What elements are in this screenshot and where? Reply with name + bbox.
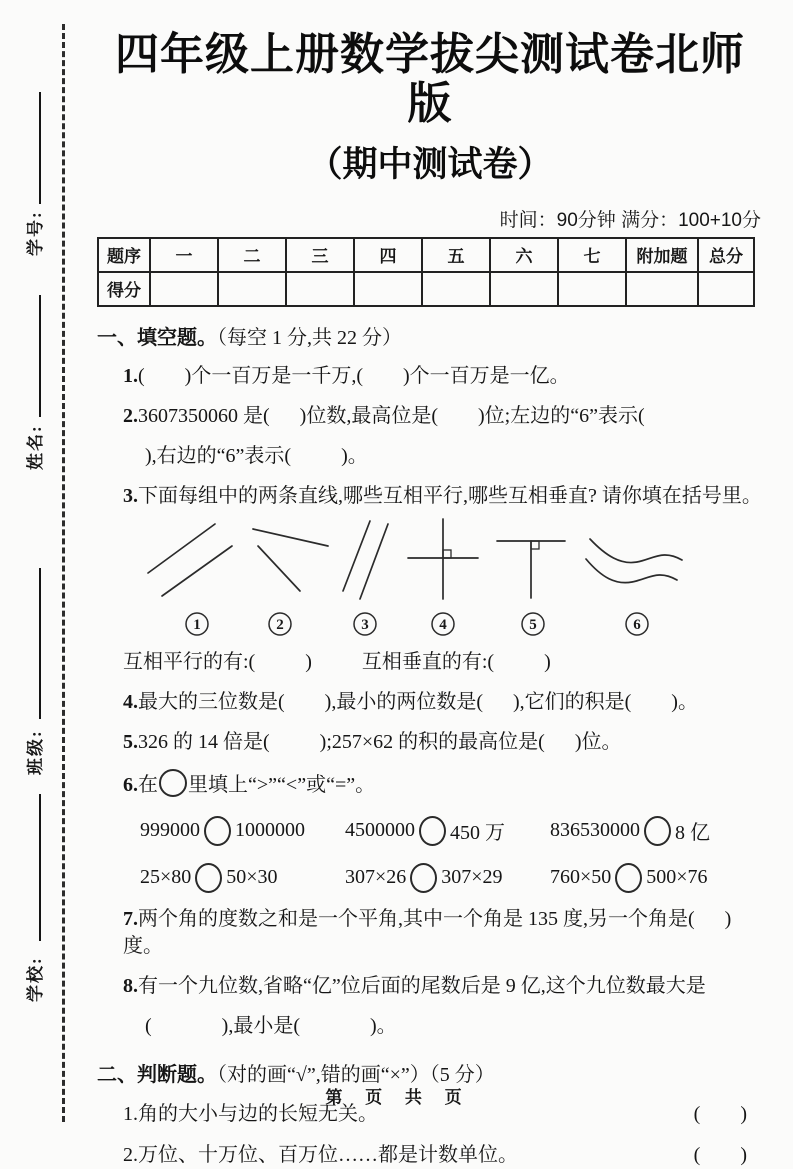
- score-cell: [218, 272, 286, 306]
- comparison-left: 836530000: [550, 819, 640, 842]
- comparison-item: [140, 863, 345, 893]
- question-text: 角的大小与边的长短无关。: [138, 1102, 378, 1125]
- comparison-item: [550, 816, 710, 846]
- write-line: [39, 92, 41, 204]
- field-label: 学号:: [26, 210, 45, 256]
- question-8: [97, 973, 763, 1000]
- score-header-cell: 五: [422, 238, 490, 272]
- question-2: [97, 403, 763, 430]
- comparison-right: 1000000: [235, 819, 305, 842]
- score-header-cell: 六: [490, 238, 558, 272]
- score-header-cell: 三: [286, 238, 354, 272]
- right-angle-mark: [443, 550, 451, 558]
- field-label: 学校:: [26, 956, 45, 1002]
- score-cell: [626, 272, 698, 306]
- score-table: [97, 237, 755, 307]
- write-line: [39, 295, 41, 417]
- question-text: 万位、十万位、百万位……都是计数单位。: [138, 1143, 518, 1166]
- compare-circle: [195, 863, 222, 893]
- question-text: 3607350060 是( )位数,最高位是( )位;左边的“6”表示(: [138, 404, 645, 427]
- question-number: 1.: [123, 364, 138, 387]
- question-text: 两个角的度数之和是一个平角,其中一个角是 135 度,另一个角是( )度。: [123, 907, 732, 957]
- question-text: 里填上“>”“<”或“=”。: [188, 773, 376, 796]
- sidebar-dashed-divider: [62, 24, 65, 1122]
- svg-text:4: 4: [439, 616, 447, 633]
- compare-circle: [419, 816, 446, 846]
- comparison-right: 500×76: [646, 866, 708, 889]
- question-2-line-2: ),右边的“6”表示( )。: [145, 444, 368, 467]
- comparison-right: 50×30: [226, 866, 278, 889]
- question-text: 最大的三位数是( ),最小的两位数是( ),它们的积是( )。: [138, 690, 698, 713]
- score-table-header-row: [98, 238, 754, 272]
- diagram-label-4: [432, 613, 454, 635]
- score-header-cell: 题序: [98, 238, 150, 272]
- question-text: 326 的 14 倍是( );257×62 的积的最高位是( )位。: [138, 730, 622, 753]
- comparison-left: 4500000: [345, 819, 415, 842]
- compare-circle: [204, 816, 231, 846]
- svg-text:3: 3: [361, 616, 369, 633]
- svg-text:6: 6: [633, 616, 641, 633]
- question-number: 3.: [123, 484, 138, 507]
- write-line: [39, 794, 41, 941]
- comparison-left: 307×26: [345, 866, 407, 889]
- judgement-text: [123, 1142, 518, 1169]
- question-number: 8.: [123, 974, 138, 997]
- comparison-item: [550, 863, 708, 893]
- diagram-label-6: [626, 613, 648, 635]
- question-text: 下面每组中的两条直线,哪些互相平行,哪些互相垂直? 请你填在括号里。: [138, 484, 762, 507]
- score-header-cell: 一: [150, 238, 218, 272]
- question-number: 2.: [123, 404, 138, 427]
- question-6: [97, 769, 763, 799]
- question-number: 6.: [123, 773, 138, 796]
- score-cell: [698, 272, 754, 306]
- page-footer: 第 页 共 页: [325, 1088, 471, 1107]
- question-text: ( )个一百万是一千万,( )个一百万是一亿。: [138, 364, 570, 387]
- comparison-right: 450 万: [450, 822, 505, 845]
- comparison-item: [345, 816, 550, 846]
- parallel-perpendicular-diagram: [140, 516, 730, 641]
- question-text: 在: [138, 773, 158, 796]
- diagram-label-3: [354, 613, 376, 635]
- judgement-item-2: [97, 1142, 763, 1169]
- compare-circle: [615, 863, 642, 893]
- line-pair-2: [253, 529, 328, 591]
- score-header-cell: 附加题: [626, 238, 698, 272]
- answer-blank: ( ): [693, 1143, 747, 1166]
- field-label: 姓名:: [26, 424, 45, 470]
- question-number: 1.: [123, 1102, 138, 1125]
- question-5: [97, 729, 763, 756]
- comparison-item: [140, 816, 345, 846]
- question-1: [97, 363, 763, 390]
- svg-text:5: 5: [529, 616, 537, 633]
- write-line: [39, 568, 41, 719]
- score-header-cell: 二: [218, 238, 286, 272]
- question-4: [97, 689, 763, 716]
- comparison-item: [345, 863, 550, 893]
- question-number: 4.: [123, 690, 138, 713]
- diagram-label-2: [269, 613, 291, 635]
- score-header-cell: 总分: [698, 238, 754, 272]
- compare-circle: [410, 863, 437, 893]
- question-3: [97, 483, 763, 510]
- answer-blank: ( ): [693, 1102, 747, 1125]
- comparison-right: 307×29: [441, 866, 503, 889]
- page-title: 四年级上册数学拔尖测试卷北师版: [115, 30, 745, 129]
- comparison-right: 8 亿: [675, 822, 710, 845]
- compare-circle: [159, 769, 187, 797]
- line-pair-3: [343, 521, 388, 599]
- section-1-heading: [97, 321, 763, 350]
- line-pair-4: [408, 519, 478, 599]
- question-8-line-2: ( ),最小是( )。: [145, 1014, 397, 1037]
- exam-meta: 时间：90分钟 满分：100+10分: [499, 209, 761, 231]
- comparison-left: 999000: [140, 819, 200, 842]
- comparison-left: 25×80: [140, 866, 192, 889]
- score-cell: [490, 272, 558, 306]
- score-cell: [286, 272, 354, 306]
- score-cell: [558, 272, 626, 306]
- right-angle-mark: [531, 541, 539, 549]
- curve-pair-6: [586, 539, 682, 583]
- score-table-score-row: [98, 272, 754, 306]
- score-cell: [150, 272, 218, 306]
- question-number: 7.: [123, 907, 138, 930]
- paper-content: [97, 0, 763, 1169]
- section-2-heading-title: 二、判断题。: [97, 1063, 217, 1086]
- line-pair-5: [497, 541, 565, 598]
- diagram-label-5: [522, 613, 544, 635]
- question-7: [97, 906, 763, 960]
- score-header-cell: 七: [558, 238, 626, 272]
- svg-text:1: 1: [193, 616, 201, 633]
- section-1-heading-note: （每空 1 分,共 22 分）: [217, 326, 402, 349]
- comparison-left: 760×50: [550, 866, 612, 889]
- svg-text:2: 2: [276, 616, 284, 633]
- question-number: 2.: [123, 1143, 138, 1166]
- question-3-answer-line: 互相平行的有:( ) 互相垂直的有:( ): [123, 650, 551, 673]
- comparison-row-2: [97, 863, 763, 893]
- compare-circle: [644, 816, 671, 846]
- question-number: 5.: [123, 730, 138, 753]
- comparison-row-1: [97, 816, 763, 846]
- diagram-label-1: [186, 613, 208, 635]
- question-text: 有一个九位数,省略“亿”位后面的尾数后是 9 亿,这个九位数最大是: [138, 974, 706, 997]
- score-cell: [422, 272, 490, 306]
- page-subtitle: （期中测试卷）: [307, 144, 553, 184]
- field-label: 班级:: [26, 729, 45, 775]
- score-row-label: 得分: [98, 272, 150, 306]
- score-header-cell: 四: [354, 238, 422, 272]
- section-1-heading-title: 一、填空题。: [97, 326, 217, 349]
- section-2-heading-note: （对的画“√”,错的画“×”）（5 分）: [217, 1063, 495, 1086]
- score-cell: [354, 272, 422, 306]
- line-pair-1: [148, 524, 232, 596]
